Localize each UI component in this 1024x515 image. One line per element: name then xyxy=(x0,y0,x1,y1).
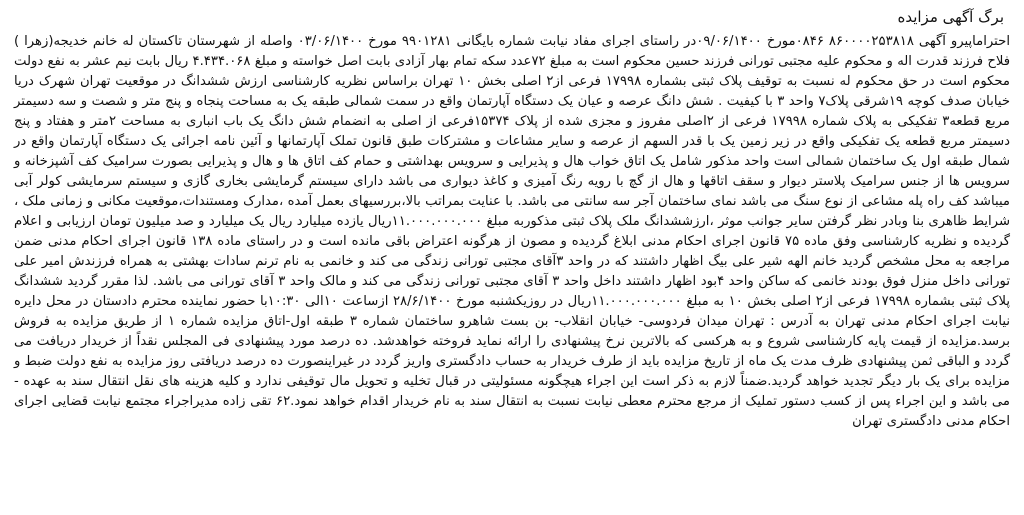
notice-title: برگ آگهی مزایده xyxy=(897,8,1004,26)
notice-body-text: احتراماپیرو آگهی ۸۶۰۰۰۰۲۵۳۸۱۸ ۰۸۴۶مورخ ۰۹/۰۶/۱۴۰۰در راستای اجرای مفاد نیابت شماره بایگانی ۹۹۰۱۲۸۱ مورخ ۰۳/۰۶/۱۴۰۰ واصله از شهرستان تاکستان له خانم خدیجه(زهرا ) فلاح فرزند قدرت اله و محکوم علیه مجتبی تورانی فرزند حسین محکوم است به مبلغ ۷۲عدد سکه تمام بهار آزادی بابت اصل خواسته و مبلغ ۴.۴۳۴.۰۶۸ ریال بابت نیم عشر به نفع دولت محکوم است در حق محکوم له نسبت به توقیف پلاک ثبتی بشماره ۱۷۹۹۸ فرعی از۲ اصلی بخش ۱۰ تهران براساس نظریه کارشناسی ارزش ششدانگ در موقعیت تهران شهرک دریا خیابان صدف کوچه ۱۹شرقی پلاک۷ واحد ۳ با کیفیت . شش دانگ عرصه و عیان یک دستگاه آپارتمان واقع در سمت شمالی طبقه یک به مساحت پنجاه و پنج متر و شصت و سه دسیمتر مربع قطعه۳ تفکیکی به پلاک شماره ۱۷۹۹۸ فرعی از ۲اصلی مفروز و مجزی شده از پلاک ۱۵۳۷۴فرعی از اصلی به انضمام شش دانگ یک باب انباری به مساحت ۲متر و هفتاد و پنج دسیمتر مربع قطعه یک تفکیکی واقع در زیر زمین یک با قدر السهم از عرصه و سایر مشاعات و مشترکات طبق قانون تملک آپارتمانها و آئین نامه اجرائی یک دستگاه آپارتمان واقع در شمال طبقه اول یک ساختمان شمالی است واحد مذکور شامل یک اتاق خواب هال و پذیرایی و سرویس بهداشتی و حمام کف اتاق ها و هال و پذیرایی بصورت سرامیک کف آشپزخانه و سرویس ها از جنس سرامیک پلاستر دیوار و سقف اتاقها و هال از گچ با رویه رنگ آمیزی و کاغذ دیواری می باشد دارای سیستم گرمایشی بخاری گازی و سیستم سرمایشی کولر آبی میباشد کف راه پله مشاعی از نوع سنگ می باشد نمای ساختمان آجر سه سانتی می باشد. با عنایت بمراتب بالا،بررسیهای بعمل آمده ،مدارک ومستندات،موقعیت مکانی و زمانی ملک ، شرایط ظاهری بنا وبادر نظر گرفتن سایر جوانب موثر ،ارزششدانگ ملک پلاک ثبتی مذکوربه مبلغ ۱۱.۰۰۰.۰۰۰.۰۰۰ریال یازده میلیارد ریال یک میلیارد و صد میلیون تومان ارزیابی و اعلام گردیده و نظریه کارشناسی وفق ماده ۷۵ قانون اجرای احکام مدنی ابلاغ گردیده و مصون از هرگونه اعتراض باقی مانده است و در راستای ماده ۱۳۸ قانون اجرای احکام مدنی ضمن مراجعه به محل مشخص گردید خانم الهه شیر علی بیگ اظهار داشتند که در واحد ۳آقای مجتبی تورانی زندگی می کند و خانمی به نام ترنم سادات بهشتی به همراه فرزندش امیر علی تورانی داخل منزل فوق بودند خانمی که ساکن واحد ۴بود اظهار داشتند داخل واحد ۳ آقای مجتبی تورانی زندگی می کند و مالک واحد ۳ آقای تورانی می باشد. لذا مقرر گردید ششدانگ پلاک ثبتی بشماره ۱۷۹۹۸ فرعی از۲ اصلی بخش ۱۰ به مبلغ ۱۱.۰۰۰.۰۰۰.۰۰۰ریال در روزیکشنبه مورخ ۲۸/۶/۱۴۰۰ ازساعت ۱۰الی ۱۰:۳۰با حضور نماینده محترم دادستان در محل دایره نیابت اجرای احکام مدنی تهران به آدرس : تهران میدان فردوسی- خیابان انقلاب- بن بست شاهرو ساختمان شماره ۳ طبقه اول-اتاق مزایده شماره ۱ از طریق مزایده به فروش برسد.مزایده از قیمت پایه کارشناسی شروع و به هرکسی که بالاترین نرخ پیشنهادی را ارائه نماید فروخته خواهدشد. ده درصد مورد پیشنهادی فی المجلس نقداً از خریدار دریافت می گردد و الباقی ثمن پیشنهادی ظرف مدت یک ماه از تاریخ مزایده باید از طرف خریدار به حساب دادگستری واریز گردد در غیراینصورت ده درصد دریافتی روز مزایده به نفع دولت ضبط و مزایده برای یک بار دیگر تجدید خواهد گردید.ضمناً لازم به ذکر است این اجراء هیچگونه مسئولیتی در قبال تخلیه و تحویل مال توقیفی ندارد و کلیه هزینه های نقل انتقال سند به عهده - می باشد و این اجراء پس از کسب دستور تملیک از مرجع محترم معطی نیابت نسبت به انتقال سند به نام خریدار اقدام خواهد نمود.۶۲ تقی زاده مدیراجراء مجتمع نیابت قضایی اجرای احکام مدنی دادگستری تهران xyxy=(14,34,1011,429)
